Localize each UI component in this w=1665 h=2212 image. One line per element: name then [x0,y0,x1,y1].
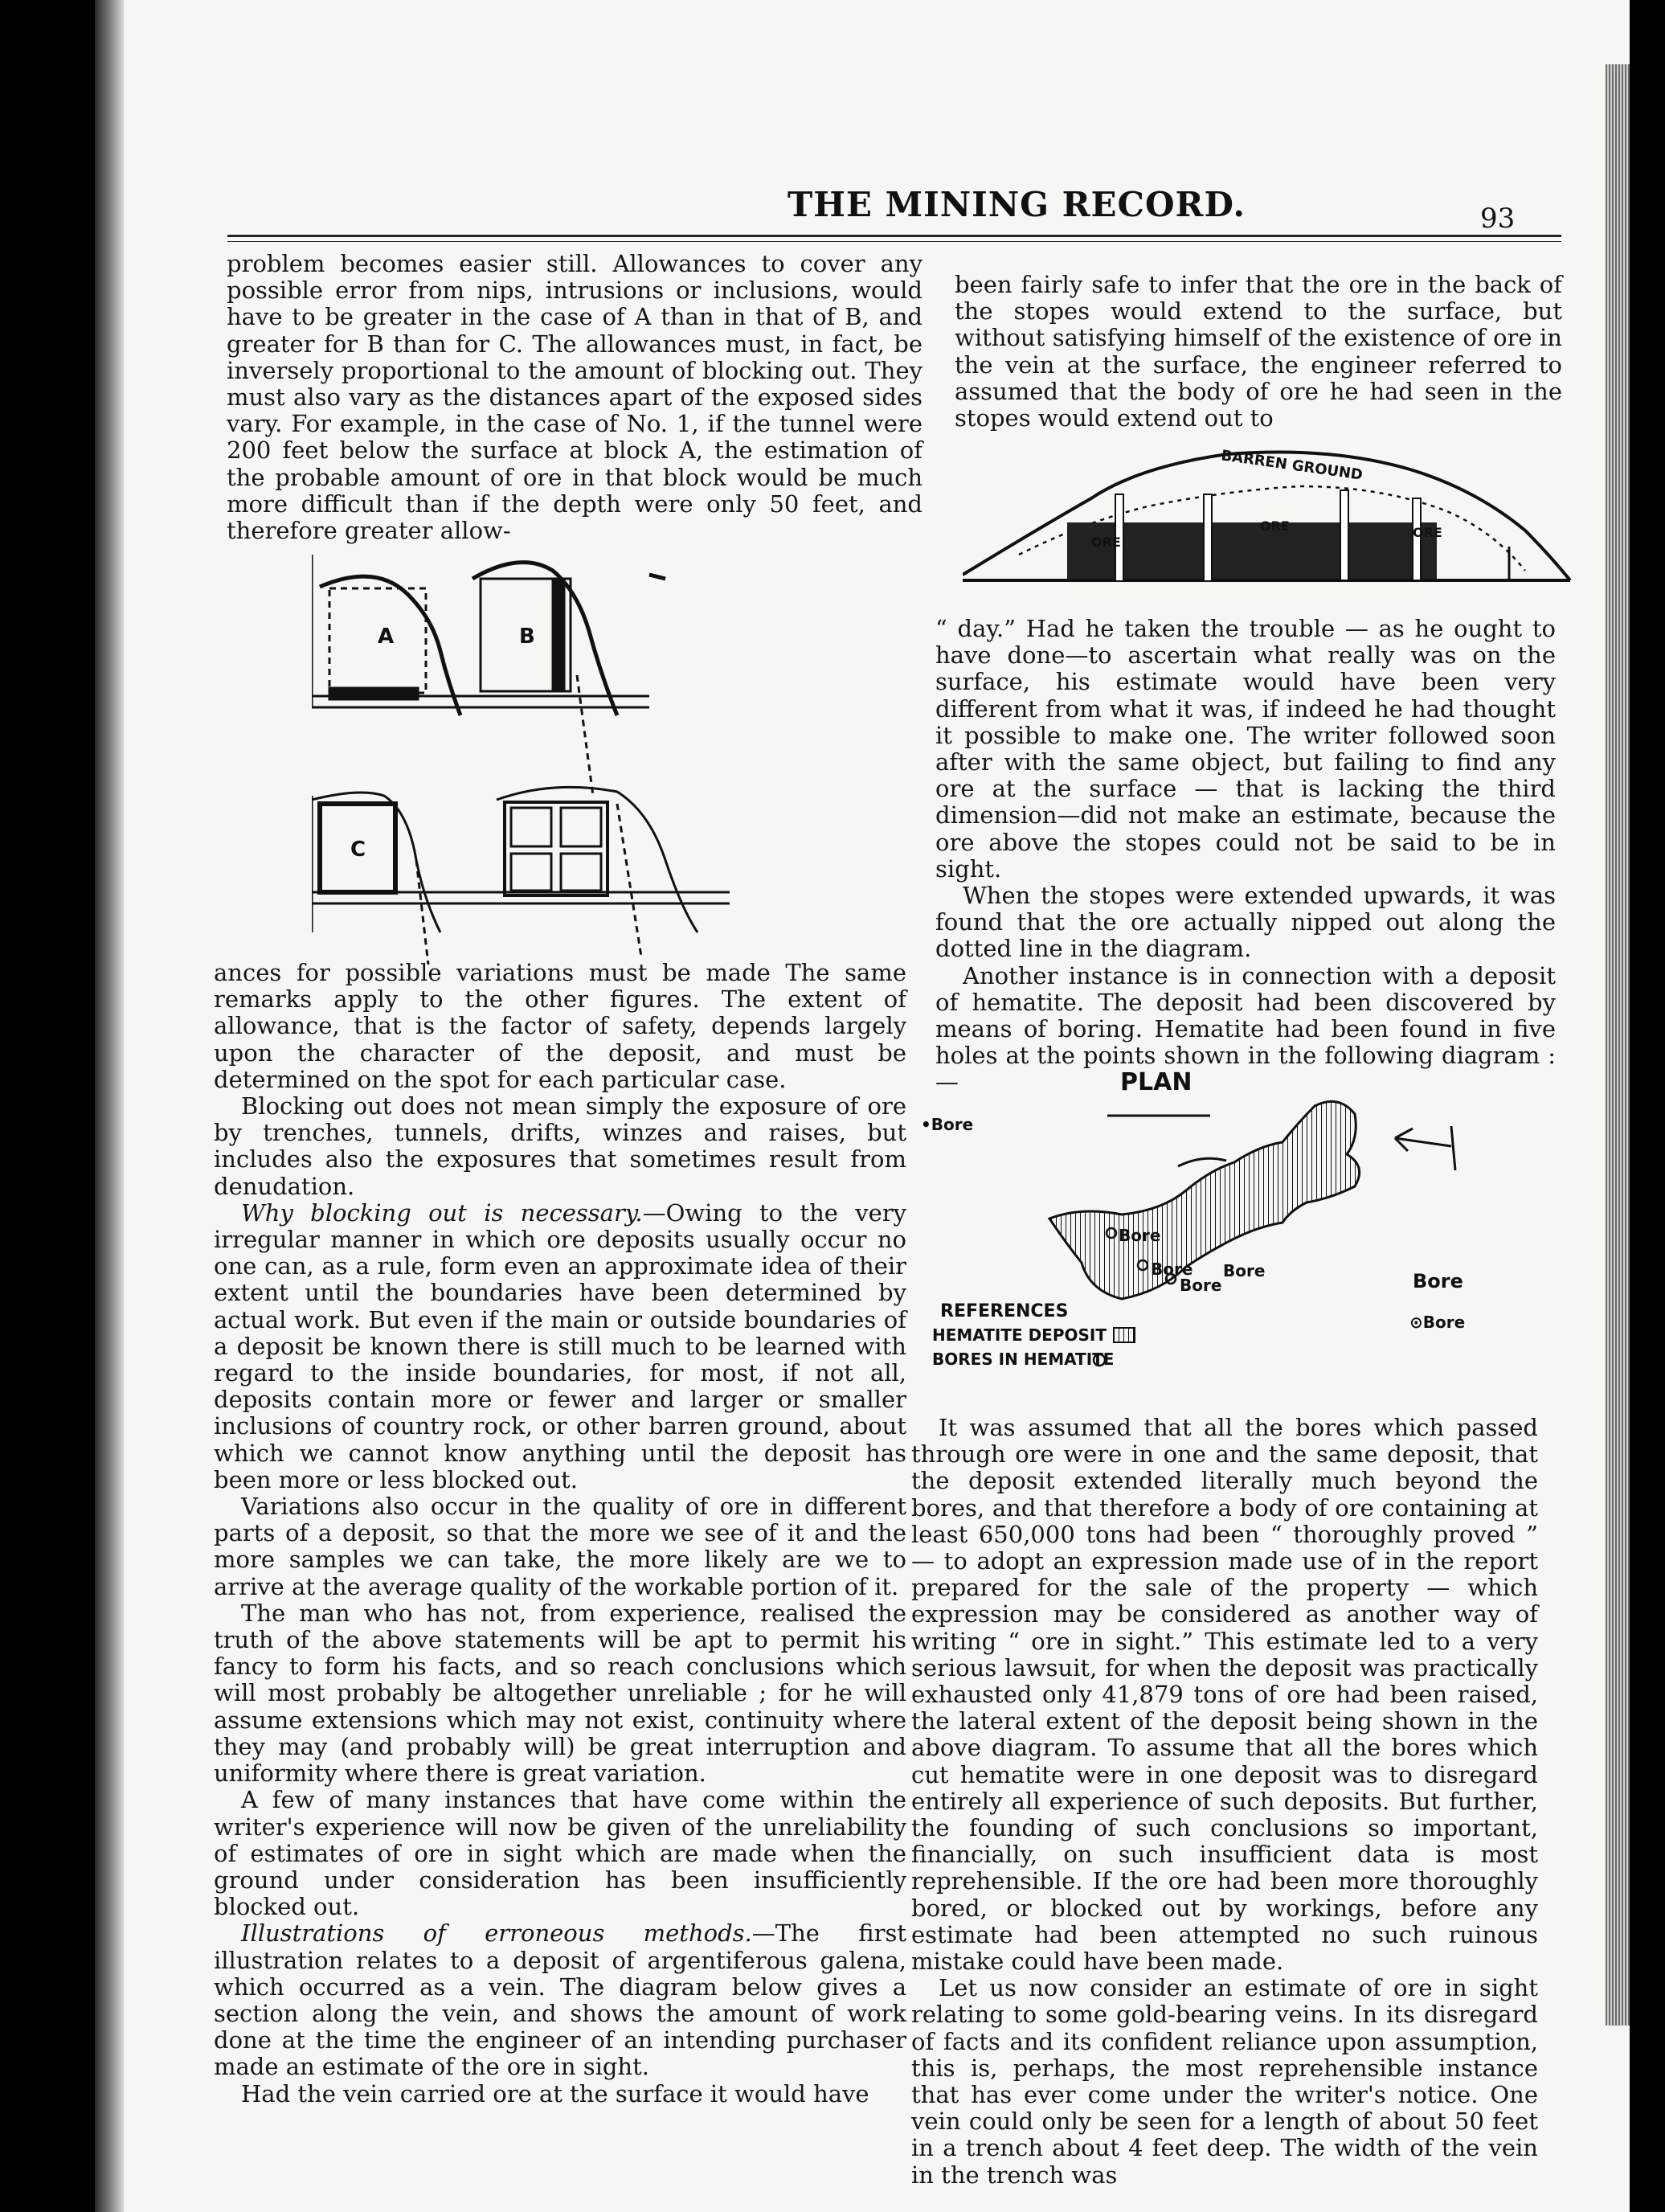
block-label-c: C [350,838,366,862]
reference-hematite: HEMATITE DEPOSIT [932,1325,1107,1345]
left-column-bottom [214,960,906,2108]
reference-bores: BORES IN HEMATITE [932,1350,1115,1369]
book-spine [95,0,124,2212]
left-paragraph-7: Illustrations of erroneous methods.—The first illustration relates to a deposit of argentiferous galena, which occurred as a vein. The diagram below gives a section along the vein, and shows the amount of work done at the time the engineer of an intending purchaser made an estimate of the ore in sight. [214,1919,906,2081]
left-paragraph-4: Variations also occur in the quality of ore in different parts of a deposit, so that the more we see of it and the more samples we can take, the more likely are we to arrive at the average quality of the workable portion of it. [214,1493,906,1600]
header-rule [227,235,1561,237]
ore-label-2: ORE [1260,518,1290,534]
blocks-diagram [312,555,842,973]
left-paragraph-8: Had the vein carried ore at the surface it would have [241,2079,869,2108]
vein-section-diagram [963,434,1573,595]
page-number: 93 [1480,203,1516,235]
right-column-top [955,272,1562,432]
plan-title: PLAN [1120,1068,1192,1096]
right-paragraph-top: been fairly safe to infer that the ore in the back of the stopes would extend to the surface, but without satisfying himself of the existence of ore in the vein at the surface, the engineer referred to assumed that the body of ore he had seen in the stopes would extend out to [955,271,1562,432]
ore-label-3: ORE [1413,525,1442,540]
bore-label-3: Bore [1180,1276,1222,1295]
running-header: THE MINING RECORD. [788,185,1246,224]
right-column-bottom [911,1415,1538,2189]
right-paragraph-1: “ day.” Had he taken the trouble — as he ought to have done—to ascertain what really was on the surface, his estimate would have been very different from what it was, if indeed he had thought it possible to make one. The writer followed soon after with the same object, but failing to find any ore at the surface — that is lacking the third dimension—did not make an estimate, because the ore above the stopes could not be said to be in sight. [935,615,1556,883]
bore-label-topleft: •Bore [921,1115,974,1134]
left-column-top [227,251,922,544]
right-paragraph-4: It was assumed that all the bores which passed through ore were in one and the same deposit, that the deposit extended literally much beyond the bores, and that therefore a body of ore containing at least 650,000 tons had been “ thoroughly proved ” — to adopt an expression made use of in the report prepared for the sale of the property — which expression may be considered as another way of writing “ ore in sight.” This estimate led to a very serious lawsuit, for when the deposit was practically exhausted only 41,879 tons of ore had been raised, the lateral extent of the deposit being shown in the above diagram. To assume that all the bores which cut hematite were in one deposit was to disregard entirely all experience of such deposits. But further, the founding of such conclusions so important, financially, on such insufficient data is most reprehensible. If the ore had been more thoroughly bored, or blocked out by workings, before any estimate had been attempted no such ruinous mistake could have been made. [911,1414,1538,1976]
bore-label-2: Bore [1151,1260,1193,1279]
hematite-deposit-shape [1049,1101,1360,1299]
left-paragraph-2: Blocking out does not mean simply the exposure of ore by trenches, tunnels, drifts, winzes and raises, but includes also the exposures that sometimes result from denudation. [214,1092,906,1200]
left-subhead-1: Why blocking out is necessary. [241,1198,643,1227]
hematite-plan-diagram [921,1050,1580,1387]
left-paragraph-5: The man who has not, from experience, realised the truth of the above statements will be apt to permit his fancy to form his facts, and so reach conclusions which will most probably be altogether unreliable ; for he will assume extensions which may not exist, continuity where they may (and probably will) be great interruption and uniformity where there is great variation. [214,1599,906,1788]
bore-label-right-1: Bore [1413,1270,1463,1292]
right-paragraph-5: Let us now consider an estimate of ore in sight relating to some gold-bearing veins. In its disregard of facts and its confident reliance upon assumption, this is, perhaps, the most reprehensible instance that has ever come under the writer's notice. One vein could only be seen for a length of about 50 feet in a trench about 4 feet deep. The width of the vein in the trench was [911,1974,1538,2189]
right-paragraph-2: When the stopes were extended upwards, it was found that the ore actually nipped out along the dotted line in the diagram. [935,882,1556,963]
block-label-b: B [519,625,535,649]
block-label-a: A [378,625,395,649]
left-paragraph-6: A few of many instances that have come within the writer's experience will now be given of the unreliability of estimates of ore in sight which are made when the ground under consideration has been insufficiently blocked out. [214,1786,906,1921]
right-paragraph-3: Another instance is in connection with a deposit of hematite. The deposit had been discovered by means of boring. Hematite had been found in five holes at the points shown in the following diagram :— [935,961,1556,1096]
page [95,0,1630,2212]
barren-ground-label: BARREN GROUND [1220,447,1364,484]
left-paragraph-1: ances for possible variations must be made The same remarks apply to the other figures. The extent of allowance, that is the factor of safety, depends largely upon the character of the deposit, and must be determined on the spot for each particular case. [214,959,906,1093]
bore-label-4: Bore [1223,1261,1266,1280]
references-title: REFERENCES [940,1301,1069,1321]
hematite-swatch-icon [1114,1328,1135,1342]
left-paragraph-3: Why blocking out is necessary.—Owing to the very irregular manner in which ore deposits usually occur no one can, as a rule, form even an approximate idea of their extent until the boundaries have been determined by actual work. But even if the main or outside boundaries of a deposit be known there is still much to be learned with regard to the inside boundaries, for most, if not all, deposits contain more or fewer and larger or smaller inclusions of country rock, or other barren ground, about which we cannot know anything until the deposit has been more or less blocked out. [214,1198,906,1493]
bore-label-1: Bore [1119,1226,1161,1245]
page-edges [1606,64,1630,2026]
bore-label-right-2: ⊙Bore [1409,1313,1466,1332]
north-arrow-icon [1395,1126,1455,1170]
left-paragraph-top: problem becomes easier still. Allowances to cover any possible error from nips, intrusions or inclusions, would have to be greater in the case of A than in that of B, and greater for B than for C. The allowances must, in fact, be inversely proportional to the amount of blocking out. They must also vary as the distances apart of the exposed sides vary. For example, in the case of No. 1, if the tunnel were 200 feet below the surface at block A, the estimation of the probable amount of ore in that block would be much more difficult than if the depth were only 50 feet, and therefore greater allow- [227,250,922,545]
ore-label-1: ORE [1091,535,1121,550]
right-column-middle [935,616,1556,1096]
left-subhead-2: Illustrations of erroneous methods. [241,1919,752,1948]
header-rule-thin [227,241,1561,242]
